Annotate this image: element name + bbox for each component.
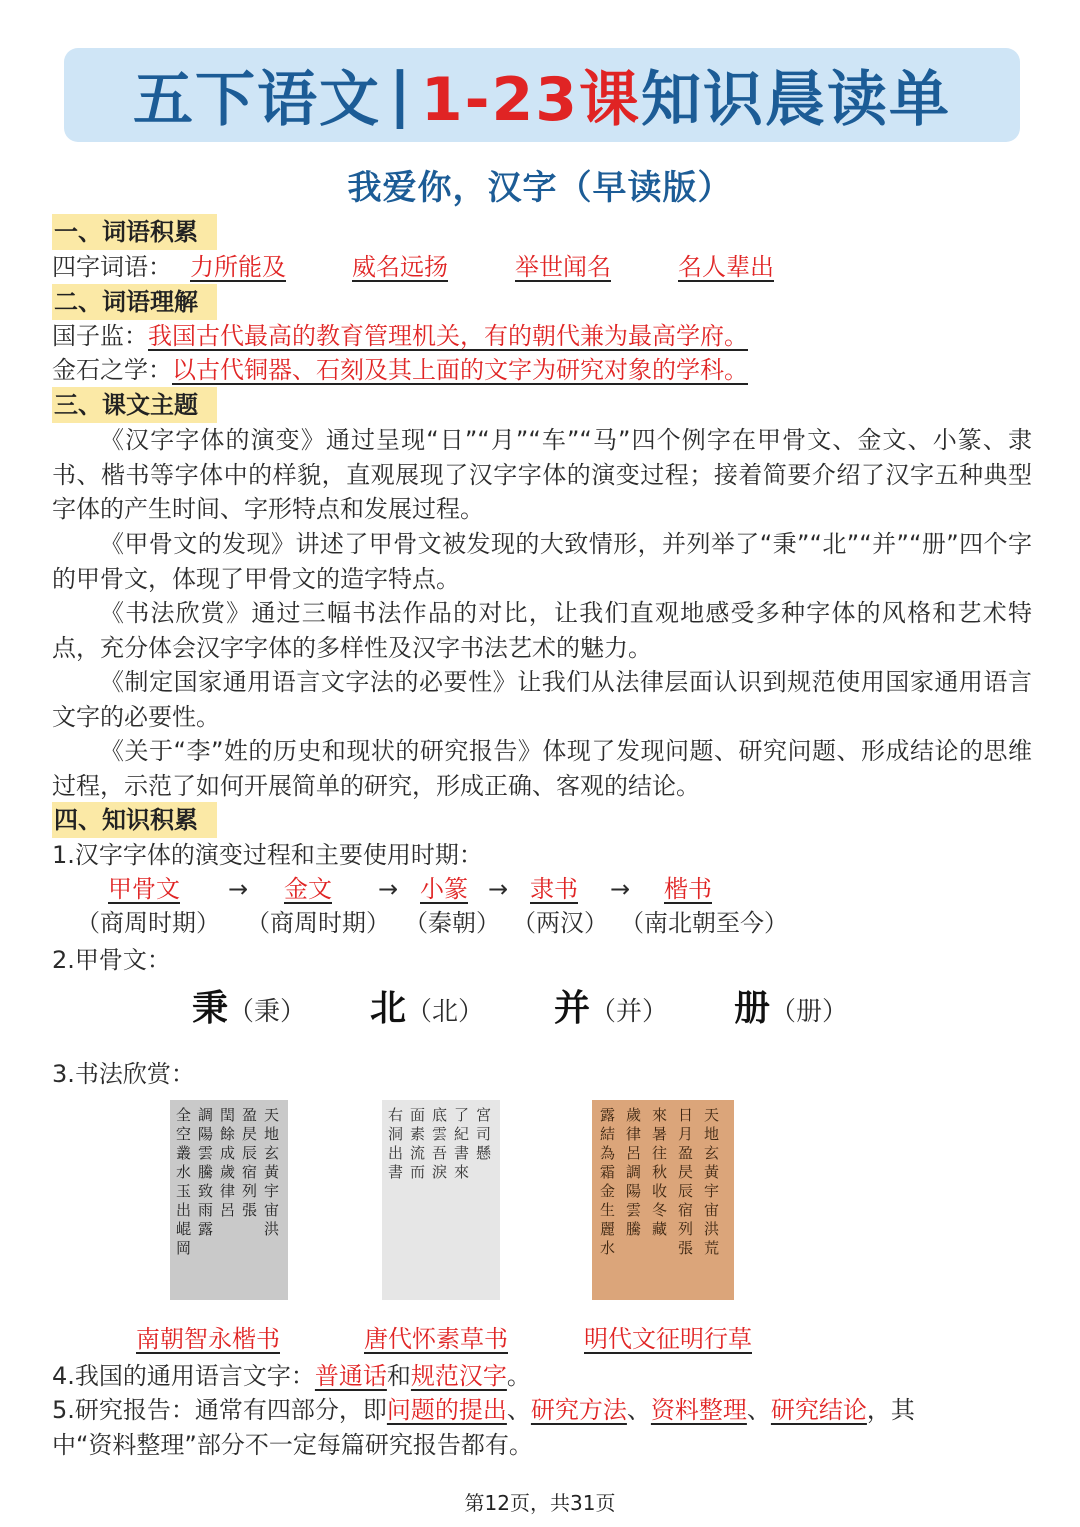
knowledge-item-4: [52, 1359, 531, 1393]
title-separator: |: [388, 60, 413, 130]
vocab-word: 名人辈出: [678, 253, 774, 281]
arrow-icon: →: [610, 875, 631, 903]
script-period: （南北朝至今）: [620, 909, 788, 937]
section-heading-4: 四、知识积累: [52, 802, 217, 838]
calligraphy-caption: 明代文征明行草: [584, 1325, 752, 1353]
calligraphy-image-caoshu: 右洞出書 面素流而 底雲吾淚 了紀書來 宮司懸: [382, 1100, 500, 1300]
title-part3: 知识晨读单: [641, 65, 952, 135]
calligraphy-caption: 唐代怀素草书: [364, 1325, 508, 1353]
vocab-word: 举世闻名: [515, 253, 611, 281]
knowledge-item-3-label: 3.书法欣赏：: [52, 1060, 195, 1088]
section-heading-2: 二、词语理解: [52, 284, 217, 320]
script-name: 金文: [284, 875, 332, 903]
script-period: （商周时期）: [76, 909, 220, 937]
title-part1: 五下语文: [132, 65, 381, 135]
item5-prefix: 5.研究报告：通常有四部分，即: [52, 1396, 387, 1424]
knowledge-item-5-line2: 中“资料整理”部分不一定每篇研究报告都有。: [52, 1431, 533, 1459]
oracle-label: （秉）: [228, 997, 307, 1027]
script-period: （两汉）: [512, 909, 608, 937]
page-number: 第12页，共31页: [464, 1491, 616, 1515]
calligraphy-image-xingcao: 露結為霜金生麗水 歲律呂調陽雲騰 來暑往秋收冬藏 日月盈昃辰宿列張 天地玄黃宇宙洪荒: [592, 1100, 734, 1300]
term-line: [52, 319, 748, 353]
script-period: （商周时期）: [246, 909, 390, 937]
oracle-label: （册）: [770, 997, 849, 1027]
item5-part: 研究结论: [770, 1396, 867, 1424]
theme-paragraph: 《制定国家通用语言文字法的必要性》让我们从法律层面认识到规范使用国家通用语言文字的必要性。: [52, 668, 1032, 731]
item4-answer-b: 规范汉字: [410, 1362, 507, 1390]
section-heading-1: 一、词语积累: [52, 214, 217, 250]
script-name: 甲骨文: [108, 875, 180, 903]
item5-part: 问题的提出: [386, 1396, 507, 1424]
vocab-line: [52, 250, 172, 284]
term-line: [52, 353, 748, 387]
theme-paragraph: 《汉字字体的演变》通过呈现“日”“月”“车”“马”四个例字在甲骨文、金文、小篆、隶书、楷书等字体中的样貌，直观展现了汉字字体的演变过程；接着简要介绍了汉字五种典型字体的产生时间、字形特点和发展过程。: [52, 426, 1032, 523]
item5-sep: 、: [506, 1396, 531, 1424]
arrow-icon: →: [488, 875, 509, 903]
arrow-icon: →: [378, 875, 399, 903]
item5-part: 资料整理: [650, 1396, 747, 1424]
oracle-glyph: 北: [370, 987, 407, 1029]
oracle-label: （并）: [590, 997, 669, 1027]
item5-sep: 、: [746, 1396, 771, 1424]
theme-paragraph: 《关于“李”姓的历史和现状的研究报告》体现了发现问题、研究问题、形成结论的思维过程，示范了如何开展简单的研究，形成正确、客观的结论。: [52, 737, 1032, 800]
theme-paragraph: 《书法欣赏》通过三幅书法作品的对比，让我们直观地感受多种字体的风格和艺术特点，充分体会汉字字体的多样性及汉字书法艺术的魅力。: [52, 599, 1032, 662]
script-name: 隶书: [530, 875, 578, 903]
term-definition: 我国古代最高的教育管理机关，有的朝代兼为最高学府。: [148, 322, 748, 350]
section-heading-3: 三、课文主题: [52, 387, 217, 423]
oracle-char: [554, 988, 668, 1032]
script-name: 小篆: [420, 875, 468, 903]
knowledge-item-5: [52, 1393, 915, 1427]
term-definition: 以古代铜器、石刻及其上面的文字为研究对象的学科。: [172, 356, 748, 384]
vocab-word: 威名远扬: [352, 253, 448, 281]
item5-part: 研究方法: [530, 1396, 627, 1424]
item4-prefix: 4.我国的通用语言文字：: [52, 1362, 315, 1390]
calligraphy-caption: 南朝智永楷书: [136, 1325, 280, 1353]
title-banner: [64, 48, 1020, 142]
item4-end: 。: [506, 1362, 531, 1390]
oracle-char: [370, 988, 484, 1032]
oracle-glyph: 秉: [192, 987, 229, 1029]
calligraphy-image-kaishu: 全空叢水玉出崐岡 調陽雲騰致雨露 閏餘成歲律呂 盈昃辰宿列張 天地玄黃宇宙洪: [170, 1100, 288, 1300]
knowledge-item-1-label: 1.汉字字体的演变过程和主要使用时期：: [52, 841, 483, 869]
oracle-char: [734, 988, 848, 1032]
oracle-glyph: 并: [554, 987, 591, 1029]
item5-suffix: ，其: [866, 1396, 915, 1424]
oracle-label: （北）: [406, 997, 485, 1027]
page-subtitle: 我爱你，汉字（早读版）: [347, 168, 733, 208]
knowledge-item-2-label: 2.甲骨文：: [52, 946, 171, 974]
item4-answer-a: 普通话: [314, 1362, 387, 1390]
term-name: 金石之学：: [52, 356, 172, 384]
theme-paragraph: 《甲骨文的发现》讲述了甲骨文被发现的大致情形，并列举了“秉”“北”“并”“册”四个字的甲骨文，体现了甲骨文的造字特点。: [52, 530, 1032, 593]
item4-and: 和: [386, 1362, 411, 1390]
item5-sep: 、: [626, 1396, 651, 1424]
vocab-label: 四字词语：: [52, 253, 172, 281]
term-name: 国子监：: [52, 322, 148, 350]
oracle-char: [192, 988, 306, 1032]
script-name: 楷书: [664, 875, 712, 903]
vocab-word: 力所能及: [190, 253, 286, 281]
oracle-glyph: 册: [734, 987, 771, 1029]
title-part2: 1-23课: [420, 65, 642, 135]
arrow-icon: →: [228, 875, 249, 903]
script-period: （秦朝）: [404, 909, 500, 937]
